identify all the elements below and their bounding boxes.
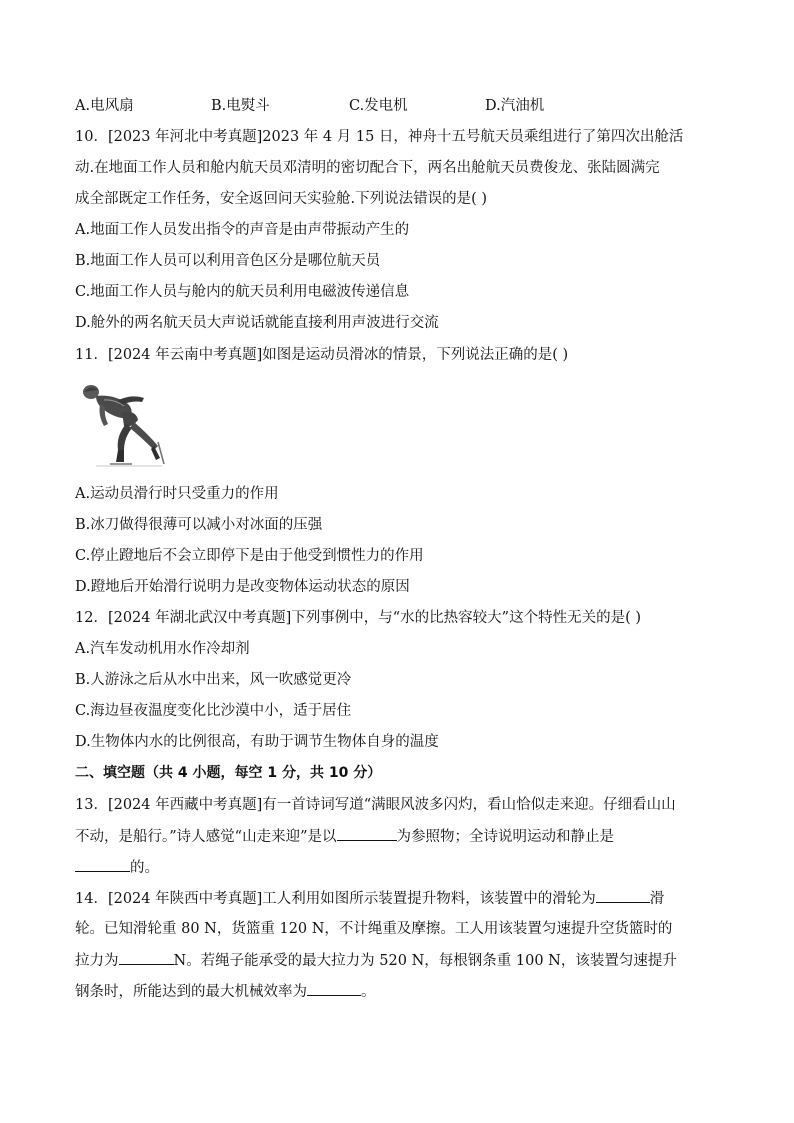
q13-stem-line2	[75, 826, 614, 847]
q9-option-a: A.电风扇	[75, 98, 134, 114]
speed-skater-figure	[74, 380, 174, 470]
q11-stem: 11．[2024 年云南中考真题]如图是运动员滑冰的情景，下列说法正确的是( )	[75, 347, 569, 363]
q14-stem-line3	[75, 950, 677, 971]
q13-text-c: 的。	[130, 860, 159, 876]
section-heading-fill-in: 二、填空题（共 4 小题，每空 1 分，共 10 分）	[75, 765, 382, 781]
q12-option-d: D.生物体内水的比例很高，有助于调节生物体自身的温度	[75, 734, 439, 750]
q14-stem-line2: 轮。已知滑轮重 80 N，货篮重 120 N，不计绳重及摩擦。工人用该装置匀速提升空货篮时的	[75, 921, 673, 937]
q14-text-d: N。若绳子能承受的最大拉力为 520 N，每根钢条重 100 N，该装置匀速提升	[173, 953, 677, 969]
q9-option-b: B.电熨斗	[211, 98, 270, 114]
q10-stem-line3: 成全部既定工作任务，安全返回问天实验舱.下列说法错误的是( )	[75, 191, 488, 207]
q14-text-c: 拉力为	[75, 953, 119, 969]
q13-stem-line3	[75, 857, 159, 878]
q11-option-b: B.冰刀做得很薄可以减小对冰面的压强	[75, 517, 323, 533]
q10-option-c: C.地面工作人员与舱内的航天员利用电磁波传递信息	[75, 284, 410, 300]
q14-text-a: 14．[2024 年陕西中考真题]工人利用如图所示装置提升物料，该装置中的滑轮为	[75, 891, 596, 907]
q9-option-c: C.发电机	[349, 98, 408, 114]
q10-stem-line2: 动.在地面工作人员和舱内航天员邓清明的密切配合下，两名出舱航天员费俊龙、张陆圆满完	[75, 160, 660, 176]
q12-option-c: C.海边昼夜温度变化比沙漠中小，适于居住	[75, 703, 352, 719]
q11-option-c: C.停止蹬地后不会立即停下是由于他受到惯性力的作用	[75, 548, 424, 564]
q13-stem-line1: 13．[2024 年西藏中考真题]有一首诗词写道“满眼风波多闪灼，看山恰似走来迎。仔细看山山	[75, 797, 676, 813]
q11-option-d: D.蹬地后开始滑行说明力是改变物体运动状态的原因	[75, 579, 410, 595]
q9-options	[75, 96, 715, 116]
q14-blank-1[interactable]	[596, 888, 650, 903]
q10-option-a: A.地面工作人员发出指令的声音是由声带振动产生的	[75, 222, 410, 238]
q12-option-a: A.汽车发动机用水作冷却剂	[75, 641, 250, 657]
q14-text-b: 滑	[649, 891, 665, 907]
q11-option-a: A.运动员滑行时只受重力的作用	[75, 486, 279, 502]
q14-blank-2[interactable]	[119, 950, 174, 965]
q14-text-f: 。	[361, 984, 376, 1000]
q14-text-e: 钢条时，所能达到的最大机械效率为	[75, 984, 307, 1000]
q14-blank-3[interactable]	[307, 981, 361, 996]
q12-option-b: B.人游泳之后从水中出来，风一吹感觉更冷	[75, 672, 352, 688]
q13-blank-1[interactable]	[337, 826, 397, 841]
q12-stem: 12．[2024 年湖北武汉中考真题]下列事例中，与“水的比热容较大”这个特性无关的是( )	[75, 610, 642, 626]
q13-text-b: 为参照物；全诗说明运动和静止是	[396, 829, 614, 845]
q13-text-a: 不动，是船行。”诗人感觉“山走来迎”是以	[75, 829, 337, 845]
q10-stem-line1: 10．[2023 年河北中考真题]2023 年 4 月 15 日，神舟十五号航天员乘组进行了第四次出舱活	[75, 129, 684, 145]
q10-option-d: D.舱外的两名航天员大声说话就能直接利用声波进行交流	[75, 315, 439, 331]
q10-option-b: B.地面工作人员可以利用音色区分是哪位航天员	[75, 253, 381, 269]
q14-stem-line1	[75, 888, 664, 909]
q9-option-d: D.汽油机	[485, 98, 545, 114]
q13-blank-2[interactable]	[75, 857, 130, 872]
q14-stem-line4	[75, 981, 376, 1002]
